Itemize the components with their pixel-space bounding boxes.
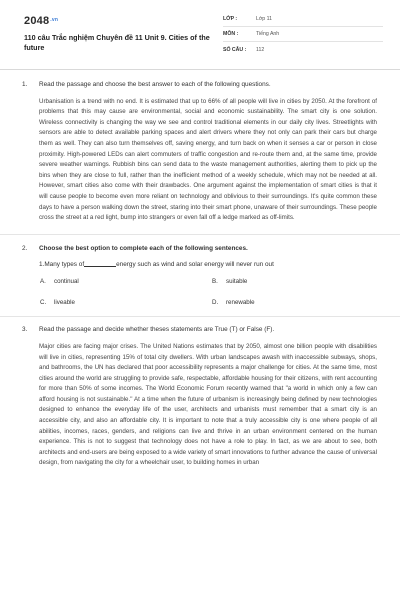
question-1-instruction: Read the passage and choose the best answer to each of the following questions.	[39, 81, 271, 88]
option-a[interactable]	[39, 275, 211, 287]
question-3-instruction: Read the passage and decide whether theses statements are True (T) or False (F).	[39, 326, 275, 334]
option-b-text: suitable	[226, 277, 248, 285]
option-d-key: D.	[212, 298, 219, 306]
meta-row-question-count	[223, 42, 383, 57]
question-2-options	[39, 275, 377, 308]
meta-row-class	[223, 12, 383, 27]
option-c-key: C.	[40, 298, 47, 306]
meta-label-class: LỚP :	[223, 16, 238, 22]
option-b-key: B.	[212, 277, 218, 285]
option-c-text: liveable	[54, 298, 75, 306]
logo-text: 2048	[24, 15, 50, 27]
question-1-passage: Urbanisation is a trend with no end. It is estimated that up to 66% of all people will live in cities by 2050. At the forefront of problems that this may cause are environmental, social and economic sustainability. The smart city is one solution. Wireless connectivity is changing the way we see and control traditional elements in our daily city lives. Streetlights with sensors are able to detect available parking spaces and alert drivers where they not only can park their cars but charge them as well. They can also turn themselves off, saving energy, and turn back on when it senses a car or person in close proximity. High-powered LEDs can alert commuters of traffic congestion and re-route them and, at the same time, provide severe weather warnings. Rubbish bins can send data to the waste management authorities, alerting them to pick up the bins when they are close to full, rather than the inefficient method of a weekly schedule, which may not be needed at all. However, smart cities also come with their drawbacks. One argument against the implementation of smart cities is that it will cause people to become even more reliant on technology and oblivious to their surroundings. It's quite common these days to have a person walking down the street, staring into their smart phone, unaware of their surroundings. These people cross the street at a red light, bump into strangers or even fall off a ledge marked as off-limits.	[39, 97, 377, 222]
question-1-header	[0, 80, 400, 90]
option-c[interactable]	[39, 296, 211, 308]
stem-text-before: 1.Many types of	[39, 261, 85, 269]
meta-value-subject: Tiếng Anh	[256, 31, 280, 37]
answer-blank	[84, 260, 116, 267]
meta-label-subject: MÔN :	[223, 31, 239, 37]
question-2-stem	[39, 260, 400, 268]
document-meta-table	[223, 12, 383, 57]
meta-value-class: Lớp 11	[256, 16, 272, 22]
option-a-text: continual	[54, 277, 79, 285]
document-content	[0, 70, 400, 469]
site-logo[interactable]	[24, 15, 58, 27]
meta-row-subject	[223, 27, 383, 42]
question-1-number: 1.	[22, 81, 28, 88]
option-d-text: renewable	[226, 298, 255, 306]
option-d[interactable]	[211, 296, 377, 308]
logo-suffix: .vn	[50, 17, 59, 23]
meta-value-question-count: 112	[256, 46, 265, 53]
option-a-key: A.	[40, 277, 46, 285]
question-2-number: 2.	[22, 244, 28, 252]
option-b[interactable]	[211, 275, 377, 287]
meta-label-question-count: SỐ CÂU :	[223, 46, 247, 53]
question-3-header	[0, 325, 400, 335]
document-header	[0, 0, 400, 70]
question-2-instruction: Choose the best option to complete each of the following sentences.	[39, 244, 248, 252]
document-title: 110 câu Trắc nghiệm Chuyên đề 11 Unit 9. Cities of the future	[24, 33, 210, 52]
stem-text-after: energy such as wind and solar energy will never run out	[116, 261, 274, 269]
question-2-header	[0, 244, 400, 254]
question-3-number: 3.	[22, 326, 28, 334]
question-3-passage: Major cities are facing major crises. The United Nations estimates that by 2050, almost one billion people with disabilities will live in cities, representing 15% of total city dwellers. With urban landscapes awash with inaccessible subways, shops, and bathrooms, the UN has declared that poor accessibility represents a major challenge for cities. At the same time, most cities around the world are struggling to provide safe, respectable, affordable housing for their citizens, with rent accounting for more than 50% of some incomes. The World Economic Forum recently warned that "a world in which only a few can afford housing is not sustainable." At a time when the future of urbanism is increasingly being defined by new technologies designed to enhance the everyday life of the user, architects and urbanists must remember that a smart city is an accessible city, and also an affordable city. It is important to note that a truly accessible city is one where people of all abilities, incomes, races, genders, and religions can live and thrive in an urban environment centered on the human experience. This is not to suggest that technology does not have a role to play. In fact, as we are about to see, both architects and end-users are being exposed to a wide variety of smart innovations to further advance the cause of universal design, from navigating the city for a wheelchair user, to building homes in urban	[39, 342, 377, 467]
